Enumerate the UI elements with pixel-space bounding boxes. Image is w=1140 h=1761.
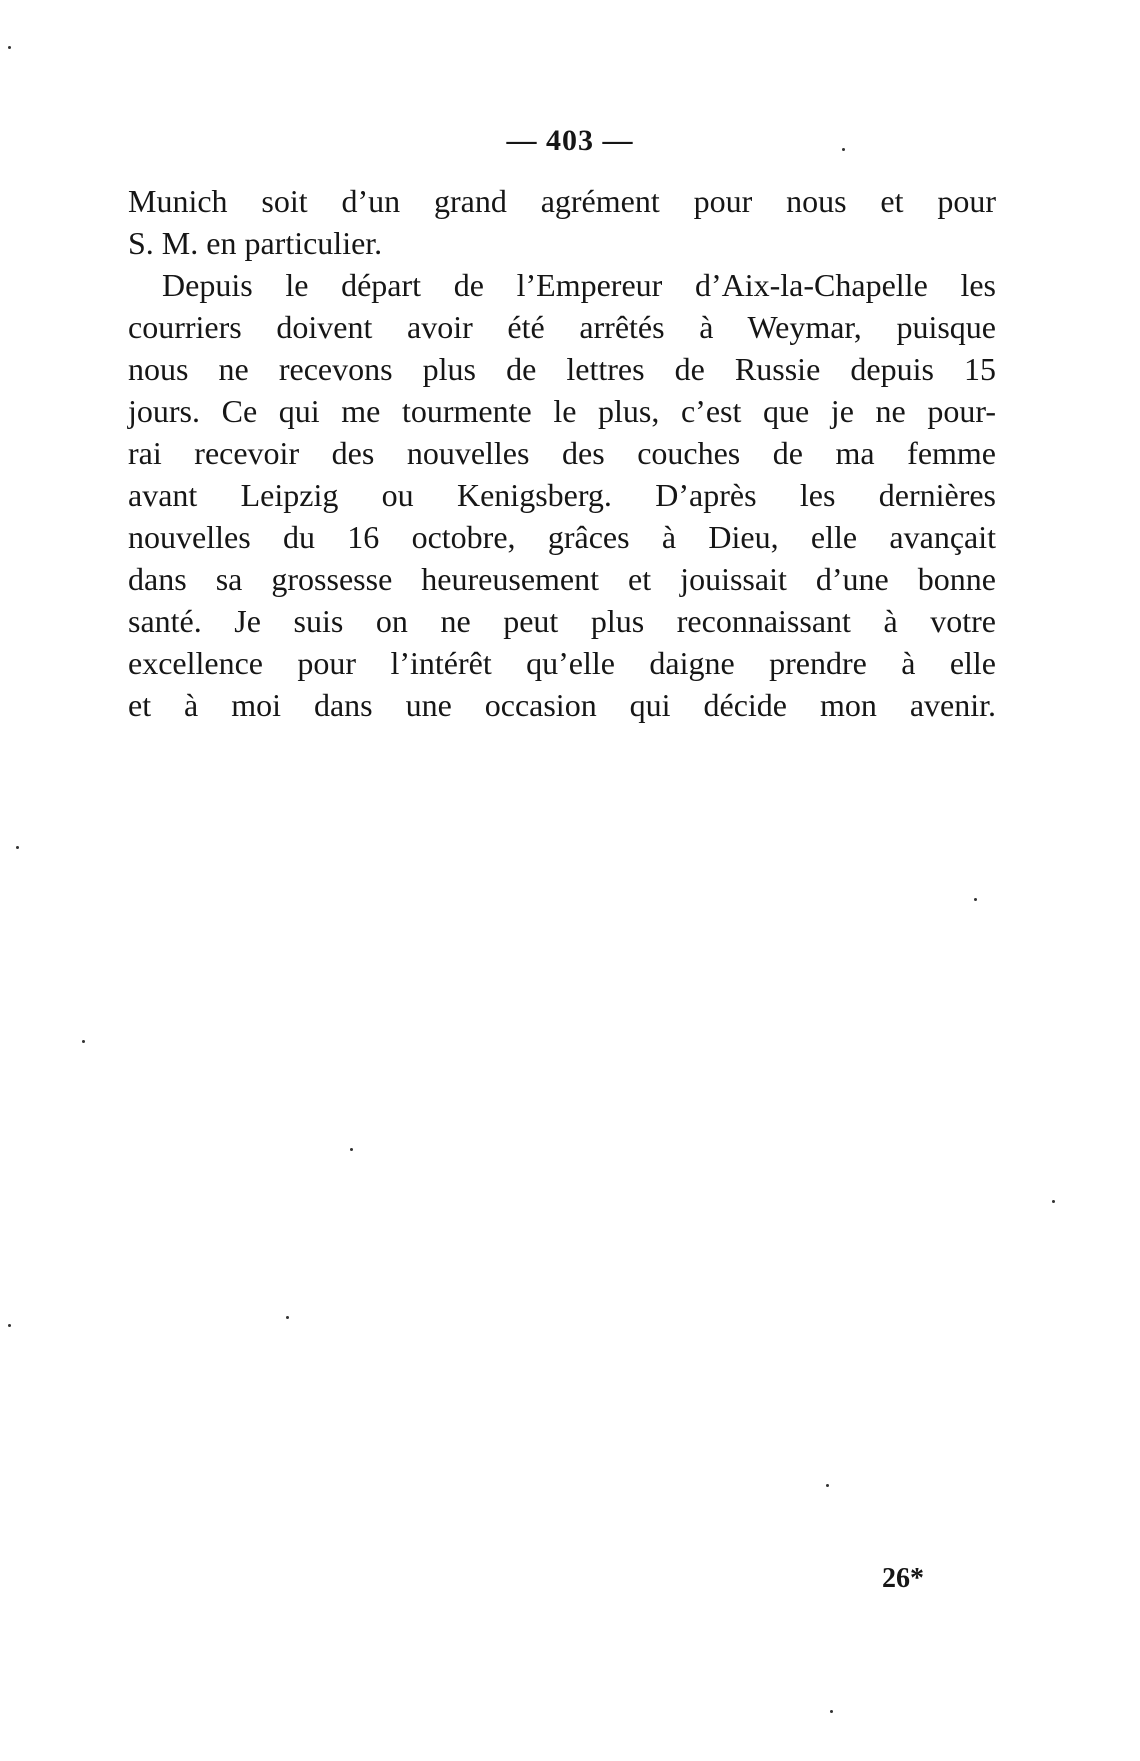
scan-speck [974,898,977,901]
text-line-1: Munich soit d’un grand agrément pour nous et pour [128,183,996,219]
scan-speck [350,1148,353,1151]
text-line-3: Depuis le départ de l’Empereur d’Aix-la-Chapelle les [162,267,996,303]
scan-speck [830,1710,833,1713]
text-line-6: jours. Ce qui me tourmente le plus, c’est que je ne pour- [128,393,996,429]
scan-speck [8,46,11,49]
text-line-13: et à moi dans une occasion qui décide mon avenir. [128,687,996,723]
letter-text [128,180,996,726]
text-line-9: nouvelles du 16 octobre, grâces à Dieu, elle avançait [128,519,996,555]
scan-speck [1052,1200,1055,1203]
scan-speck [16,846,19,849]
scan-speck [8,1324,11,1327]
scan-speck [82,1040,85,1043]
signature-mark: 26* [882,1563,924,1594]
page-number: — 403 — [506,124,634,157]
scan-speck [826,1484,829,1487]
text-line-2: S. M. en particulier. [128,225,383,261]
text-line-12: excellence pour l’intérêt qu’elle daigne prendre à elle [128,645,996,681]
text-line-5: nous ne recevons plus de lettres de Russie depuis 15 [128,351,996,387]
scan-speck [842,148,845,151]
text-line-10: dans sa grossesse heureusement et jouissait d’une bonne [128,561,996,597]
text-line-11: santé. Je suis on ne peut plus reconnaissant à votre [128,603,996,639]
scan-speck [286,1316,289,1319]
text-line-8: avant Leipzig ou Kenigsberg. D’après les dernières [128,477,996,513]
text-line-7: rai recevoir des nouvelles des couches de ma femme [128,435,996,471]
text-line-4: courriers doivent avoir été arrêtés à Weymar, puisque [128,309,996,345]
